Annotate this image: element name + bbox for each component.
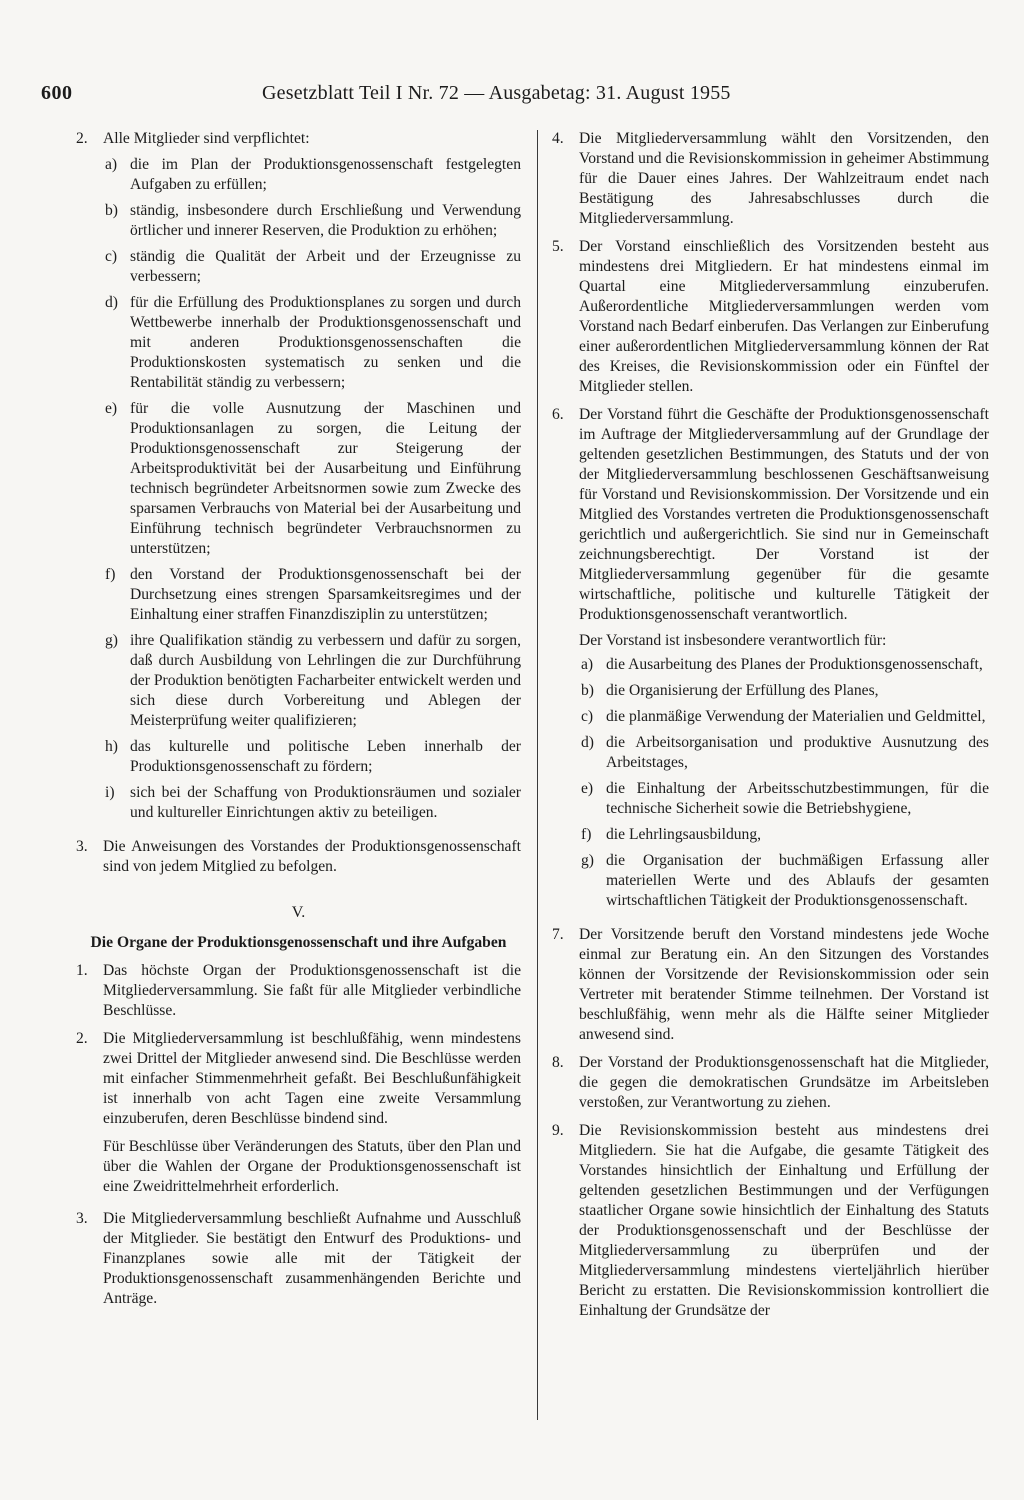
sub-text: sich bei der Schaffung von Produktionsräumen und sozialer und kultureller Einrichtungen aktiv zu beteiligen. bbox=[130, 784, 521, 821]
item-3 bbox=[76, 837, 521, 877]
sub-item bbox=[581, 681, 989, 701]
sub-text: die Einhaltung der Arbeitsschutzbestimmungen, für die technische Sicherheit sowie die Betriebshygiene, bbox=[606, 780, 989, 817]
section-item-2 bbox=[76, 1029, 521, 1201]
sub-letter: c) bbox=[581, 708, 594, 725]
sub-list bbox=[581, 655, 989, 911]
sub-letter: d) bbox=[105, 294, 118, 311]
sub-letter: d) bbox=[581, 734, 594, 751]
sub-text: die Organisation der buchmäßigen Erfassung aller materiellen Werte und des Ablaufs der gesamten wirtschaftlichen Tätigkeit der Produktionsgenossenschaft. bbox=[606, 852, 989, 909]
section-item-7 bbox=[552, 925, 989, 1045]
section-item-1 bbox=[76, 961, 521, 1021]
sub-letter: f) bbox=[105, 566, 116, 583]
sub-text: das kulturelle und politische Leben innerhalb der Produktionsgenossenschaft zu fördern; bbox=[130, 738, 521, 775]
sub-text: die Organisierung der Erfüllung des Planes, bbox=[606, 682, 879, 699]
item-2 bbox=[76, 129, 521, 829]
item-number: 1. bbox=[76, 962, 88, 979]
item-number: 6. bbox=[552, 406, 564, 423]
section-item-4 bbox=[552, 129, 989, 229]
sub-letter: i) bbox=[105, 784, 115, 801]
sub-text: ständig die Qualität der Arbeit und der Erzeugnisse zu verbessern; bbox=[130, 248, 521, 285]
item-number: 3. bbox=[76, 838, 88, 855]
sub-letter: f) bbox=[581, 826, 592, 843]
sub-letter: a) bbox=[105, 156, 118, 173]
sub-item bbox=[581, 779, 989, 819]
sub-text: die Arbeitsorganisation und produktive Ausnutzung des Arbeitstages, bbox=[606, 734, 989, 771]
sub-item bbox=[105, 737, 521, 777]
item-number: 3. bbox=[76, 1210, 88, 1227]
sub-text: für die Erfüllung des Produktionsplanes zu sorgen und durch Wettbewerbe innerhalb der Produktionsgenossenschaft und mit anderen Produktionsgenossenschaften die Produktionskosten systematisch zu senken und die Rentabilität ständig zu verbessern; bbox=[130, 294, 521, 391]
item-text: Die Mitgliederversammlung wählt den Vorsitzenden, den Vorstand und die Revisionskommission in geheimer Abstimmung für die Dauer eines Jahres. Der Wahlzeitraum endet nach Bestätigung des Jahresabschlusses durch die Mitgliederversammlung. bbox=[579, 130, 989, 227]
sub-item bbox=[105, 783, 521, 823]
item-body bbox=[579, 405, 989, 917]
sub-text: die planmäßige Verwendung der Materialien und Geldmittel, bbox=[606, 708, 986, 725]
section-item-3 bbox=[76, 1209, 521, 1309]
sub-item bbox=[105, 293, 521, 393]
section-item-8 bbox=[552, 1053, 989, 1113]
sub-letter: g) bbox=[581, 852, 594, 869]
page-number: 600 bbox=[41, 82, 73, 104]
sub-letter: a) bbox=[581, 656, 594, 673]
sub-item bbox=[581, 655, 989, 675]
sub-item bbox=[105, 247, 521, 287]
item-number: 7. bbox=[552, 926, 564, 943]
sub-letter: b) bbox=[581, 682, 594, 699]
sub-letter: e) bbox=[581, 780, 594, 797]
sub-item bbox=[581, 733, 989, 773]
sub-item bbox=[581, 851, 989, 911]
sub-text: die Ausarbeitung des Planes der Produktionsgenossenschaft, bbox=[606, 656, 983, 673]
sub-letter: h) bbox=[105, 738, 118, 755]
item-number: 2. bbox=[76, 1030, 88, 1047]
sub-letter: g) bbox=[105, 632, 118, 649]
sub-letter: c) bbox=[105, 248, 118, 265]
section-numeral: V. bbox=[291, 904, 306, 921]
item-body bbox=[103, 129, 521, 829]
right-column bbox=[552, 129, 989, 1329]
section-title: Die Organe der Produktionsgenossenschaft und ihre Aufgaben bbox=[90, 934, 507, 951]
sub-item bbox=[105, 155, 521, 195]
sub-item bbox=[581, 825, 989, 845]
item-intro: Alle Mitglieder sind verpflichtet: bbox=[103, 130, 310, 147]
sub-item bbox=[105, 565, 521, 625]
item-paragraph: Für Beschlüsse über Veränderungen des Statuts, über den Plan und über die Wahlen der Organe der Produktionsgenossenschaft ist eine Zweidrittelmehrheit erforderlich. bbox=[103, 1138, 521, 1195]
sub-item bbox=[105, 399, 521, 559]
item-text: Die Revisionskommission besteht aus mindestens drei Mitgliedern. Sie hat die Aufgabe, die gesamte Tätigkeit des Vorstandes hinsichtlich der Einhaltung und Erfüllung der geltenden gesetzlichen Bestimmungen und der Verfügungen staatlicher Organe sowie hinsichtlich der Einhaltung des Statuts der Produktionsgenossenschaft und der Beschlüsse der Mitgliederversammlung zu überprüfen und der Mitgliederversammlung mindestens vierteljährlich hierüber Bericht zu erstatten. Die Revisionskommission kontrolliert die Einhaltung der Grundsätze der bbox=[579, 1122, 989, 1319]
item-text: Der Vorstand der Produktionsgenossenschaft hat die Mitglieder, die gegen die demokratischen Grundsätze im Arbeitsleben verstoßen, zur Verantwortung zu ziehen. bbox=[579, 1054, 989, 1111]
item-number: 9. bbox=[552, 1122, 564, 1139]
section-item-6 bbox=[552, 405, 989, 917]
item-text: Die Anweisungen des Vorstandes der Produktionsgenossenschaft sind von jedem Mitglied zu befolgen. bbox=[103, 838, 521, 875]
sub-text: die im Plan der Produktionsgenossenschaft festgelegten Aufgaben zu erfüllen; bbox=[130, 156, 521, 193]
item-body bbox=[103, 1029, 521, 1201]
sub-item bbox=[581, 707, 989, 727]
sub-letter: b) bbox=[105, 202, 118, 219]
item-number: 5. bbox=[552, 238, 564, 255]
left-column bbox=[76, 129, 521, 1317]
sub-item bbox=[105, 631, 521, 731]
item-number: 8. bbox=[552, 1054, 564, 1071]
sub-letter: e) bbox=[105, 400, 118, 417]
sub-text: für die volle Ausnutzung der Maschinen und Produktionsanlagen zu sorgen, die Leitung der Produktionsgenossenschaft zur Steigerung der Arbeitsproduktivität bei der Ausarbeitung und Einführung technisch begründeter Arbeitsnormen sowie zum Zwecke des sparsamen Verbrauchs von Material bei der Ausarbeitung und Einführung technisch begründeter Verbrauchsnormen zu unterstützen; bbox=[130, 400, 521, 557]
item-text: Der Vorsitzende beruft den Vorstand mindestens jede Woche einmal zur Beratung ein. An den Sitzungen des Vorstandes können der Vorsitzende der Revisionskommission oder sein Vertreter mit beratender Stimme teilnehmen. Der Vorstand ist beschlußfähig, wenn mehr als die Hälfte seiner Mitglieder anwesend sind. bbox=[579, 926, 989, 1043]
running-head: Gesetzblatt Teil I Nr. 72 — Ausgabetag: 31. August 1955 bbox=[262, 82, 731, 104]
sub-item bbox=[105, 201, 521, 241]
item-text: Der Vorstand führt die Geschäfte der Produktionsgenossenschaft im Auftrage der Mitgliederversammlung auf der Grundlage der geltenden gesetzlichen Bestimmungen, des Statuts und der von der Mitgliederversammlung beschlossenen Geschäftsanweisung für Vorstand und Revisionskommission. Der Vorsitzende und ein Mitglied des Vorstandes vertreten die Produktionsgenossenschaft gerichtlich und außergerichtlich. Sie sind nur in Gemeinschaft zeichnungsberechtigt. Der Vorstand ist der Mitgliederversammlung gegenüber für die gesamte wirtschaftliche, politische und kulturelle Tätigkeit der Produktionsgenossenschaft verantwortlich. bbox=[579, 406, 989, 623]
item-text: Der Vorstand einschließlich des Vorsitzenden besteht aus mindestens drei Mitgliedern. Er hat mindestens einmal im Quartal eine Mitgliederversammlung einzuberufen. Außerordentliche Mitgliederversammlungen werden vom Vorstand nach Bedarf einberufen. Das Verlangen zur Einberufung einer außerordentlichen Mitgliederversammlung können der Rat des Kreises, die Revisionskommission oder ein Fünftel der Mitglieder stellen. bbox=[579, 238, 989, 395]
item-number: 4. bbox=[552, 130, 564, 147]
item-paragraph: Der Vorstand ist insbesondere verantwortlich für: bbox=[579, 632, 887, 649]
item-text: Das höchste Organ der Produktionsgenossenschaft ist die Mitgliederversammlung. Sie faßt für alle Mitglieder verbindliche Beschlüsse. bbox=[103, 962, 521, 1019]
sub-text: den Vorstand der Produktionsgenossenschaft bei der Durchsetzung eines strengen Sparsamkeitsregimes und der Einhaltung einer straffen Finanzdisziplin zu unterstützen; bbox=[130, 566, 521, 623]
sub-text: die Lehrlingsausbildung, bbox=[606, 826, 762, 843]
column-divider bbox=[537, 130, 538, 1420]
section-item-9 bbox=[552, 1121, 989, 1321]
sub-text: ständig, insbesondere durch Erschließung und Verwendung örtlicher und innerer Reserven, die Produktion zu erhöhen; bbox=[130, 202, 521, 239]
sub-list bbox=[105, 155, 521, 823]
item-text: Die Mitgliederversammlung ist beschlußfähig, wenn mindestens zwei Drittel der Mitglieder anwesend sind. Die Beschlüsse werden mit einfacher Stimmenmehrheit gefaßt. Bei Beschlußunfähigkeit ist innerhalb von acht Tagen eine zweite Versammlung einzuberufen, deren Beschlüsse bindend sind. bbox=[103, 1030, 521, 1127]
sub-text: ihre Qualifikation ständig zu verbessern und dafür zu sorgen, daß durch Ausbildung von Lehrlingen die zur Durchführung der Produktion benötigten Facharbeiter entwickelt werden und sich diese durch Vorbereitung und Ablegen der Meisterprüfung weiter qualifizieren; bbox=[130, 632, 521, 729]
item-text: Die Mitgliederversammlung beschließt Aufnahme und Ausschluß der Mitglieder. Sie bestätigt den Entwurf des Produktions- und Finanzplanes sowie alle mit der Tätigkeit der Produktionsgenossenschaft zusammenhängenden Berichte und Anträge. bbox=[103, 1210, 521, 1307]
section-item-5 bbox=[552, 237, 989, 397]
item-number: 2. bbox=[76, 130, 88, 147]
